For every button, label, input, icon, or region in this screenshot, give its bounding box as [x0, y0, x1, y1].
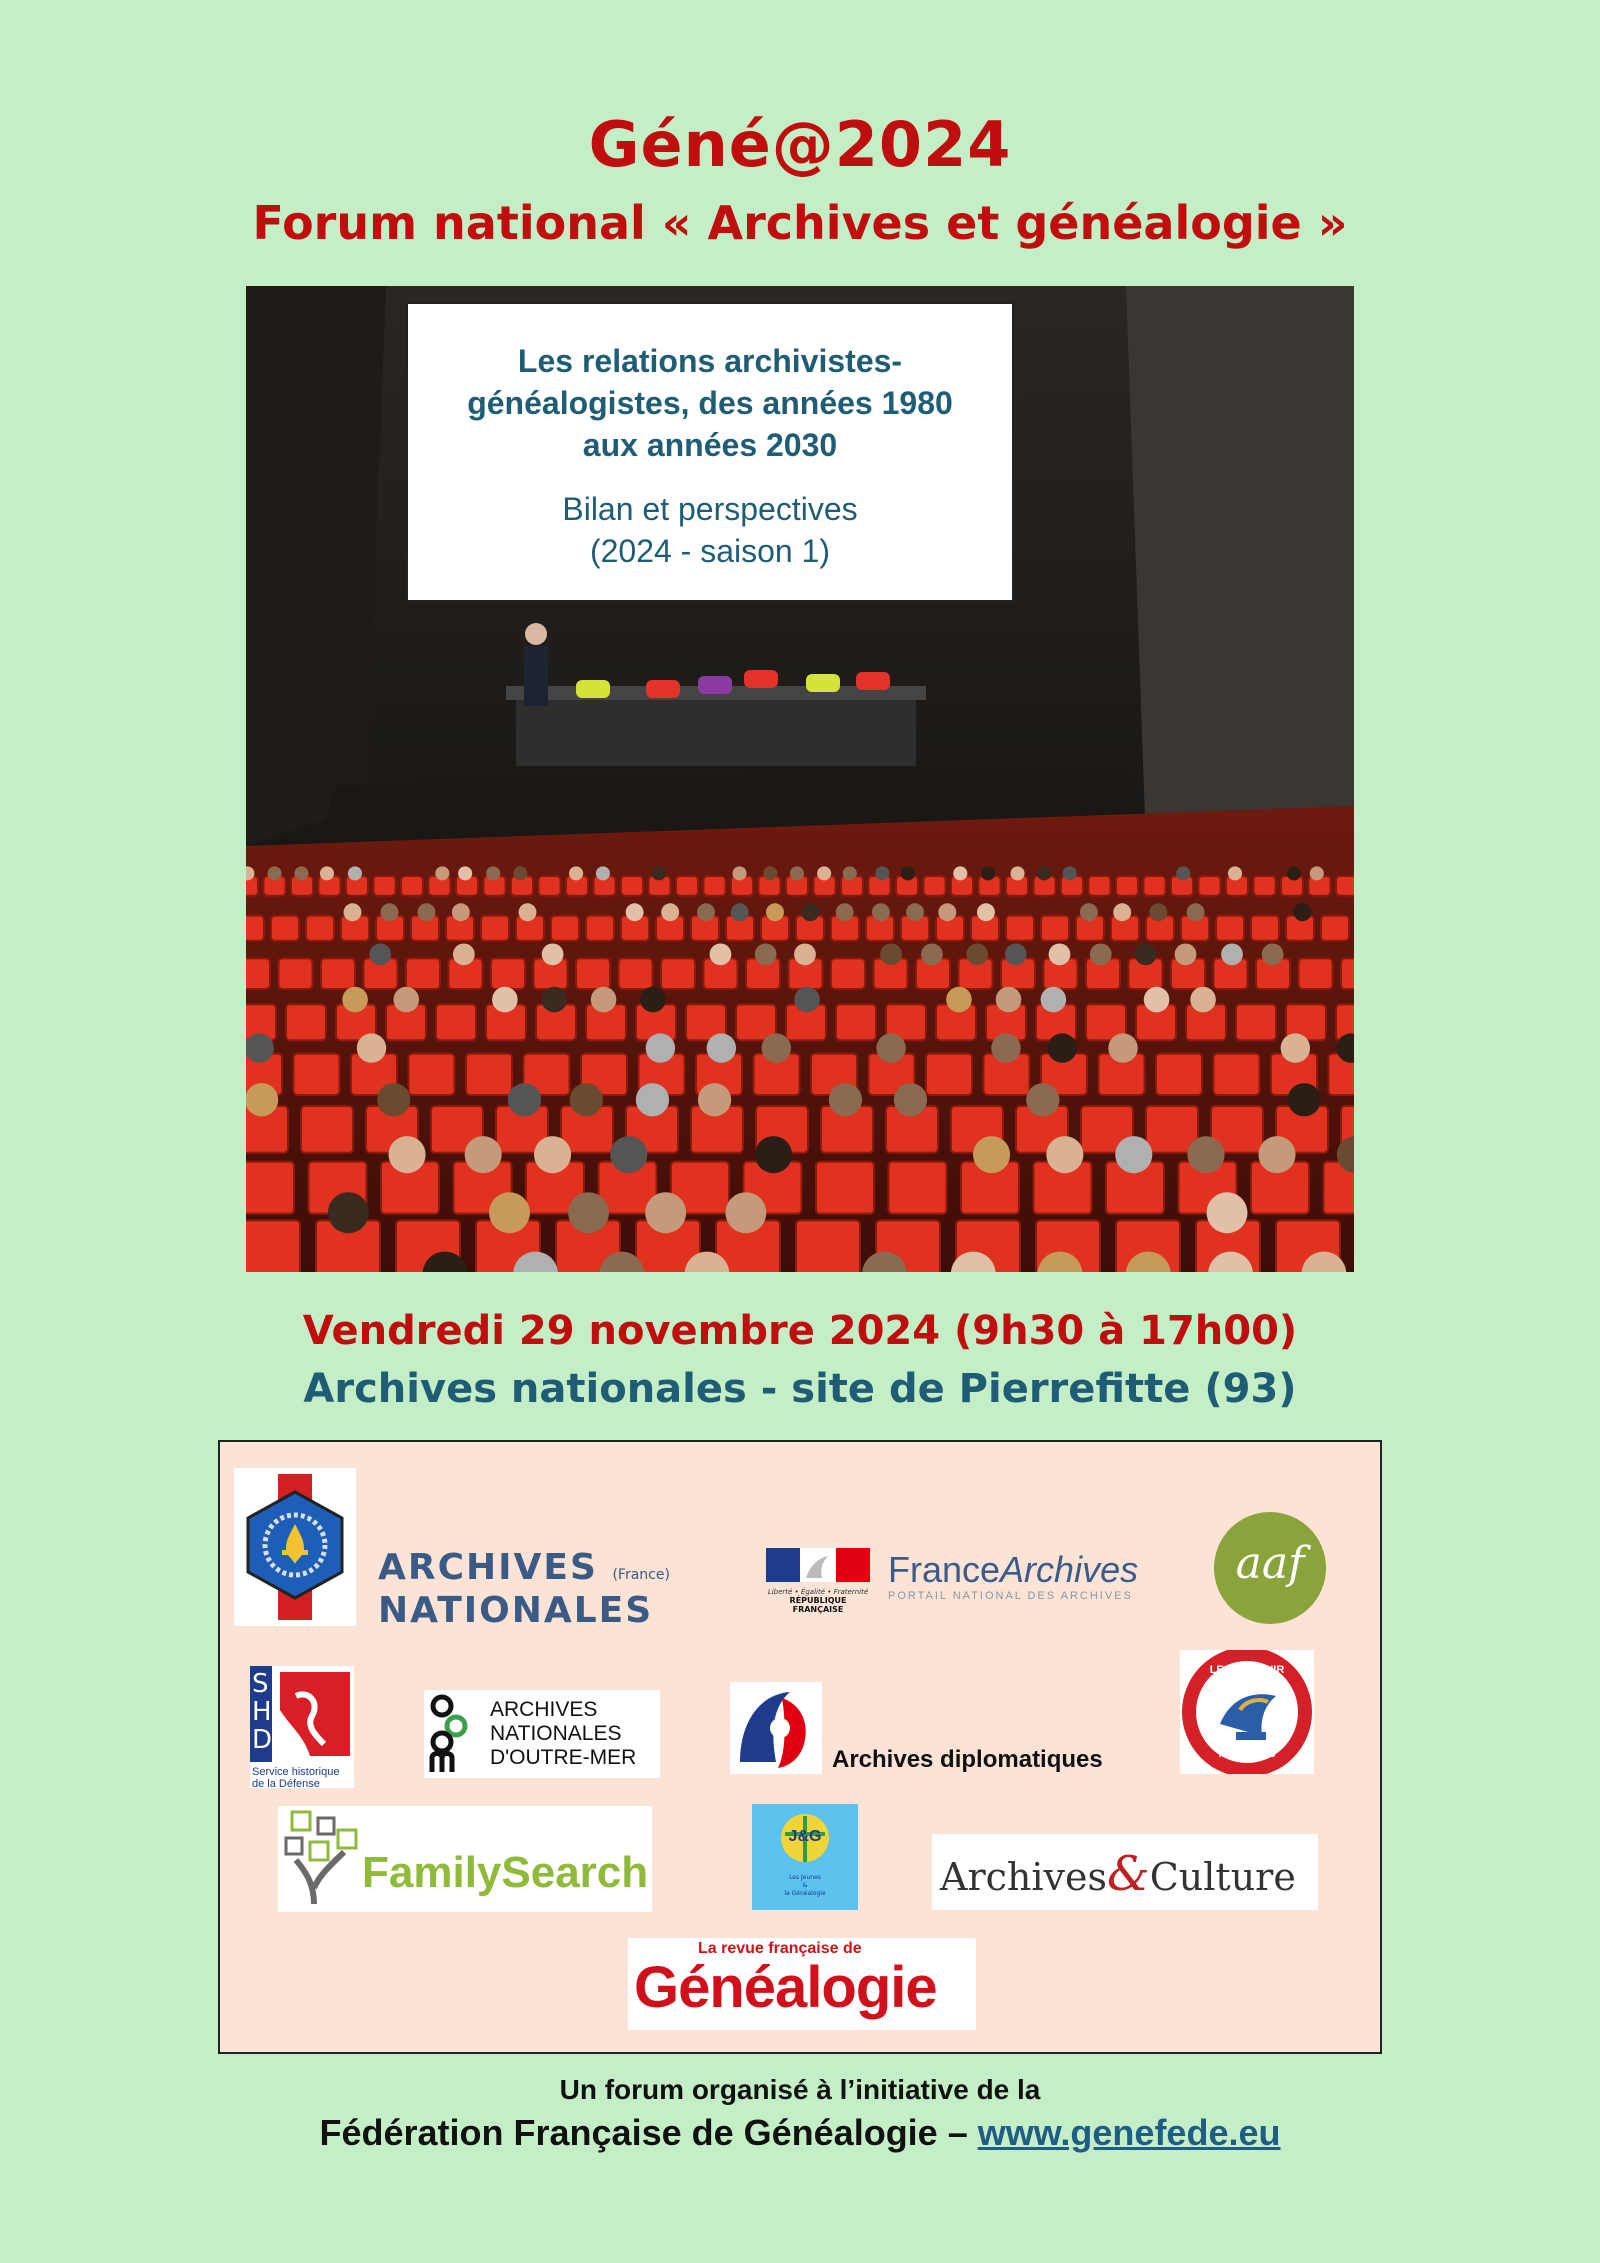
- familysearch-logo: [278, 1806, 652, 1912]
- aaf-text: aaf: [1235, 1538, 1305, 1589]
- audience-member: [725, 1192, 766, 1233]
- audience-member: [1041, 987, 1067, 1013]
- audience-member: [328, 1192, 369, 1233]
- audience-member: [640, 987, 666, 1013]
- audience-member: [1005, 943, 1027, 965]
- audience-member: [1228, 866, 1242, 880]
- seat: [1006, 916, 1034, 941]
- seat: [1214, 1054, 1260, 1095]
- audience-member: [267, 866, 281, 880]
- audience-member: [1175, 943, 1197, 965]
- an-line1: ARCHIVES: [378, 1550, 598, 1588]
- audience-member: [357, 1033, 386, 1062]
- seat: [246, 916, 264, 941]
- genefede-link[interactable]: www.genefede.eu: [977, 2112, 1281, 2153]
- audience-member: [762, 1033, 791, 1062]
- seat: [816, 1162, 874, 1214]
- seat: [246, 958, 270, 989]
- audience-member: [645, 1192, 686, 1233]
- seat: [306, 916, 334, 941]
- revue-genealogie-logo: [628, 1938, 976, 2030]
- audience-member: [1080, 903, 1098, 921]
- audience-member: [1135, 943, 1157, 965]
- seat: [926, 1054, 972, 1095]
- footer-organizer-name: Fédération Française de Généalogie –: [319, 2112, 968, 2153]
- seat: [1089, 876, 1111, 896]
- audience-member: [880, 943, 902, 965]
- audience-member: [369, 943, 391, 965]
- audience-member: [542, 943, 564, 965]
- ffg-logo: [234, 1468, 356, 1626]
- speaker-figure: [524, 646, 548, 706]
- audience-member: [1187, 903, 1205, 921]
- audience-member: [733, 866, 747, 880]
- audience-member: [1176, 866, 1190, 880]
- audience-member: [591, 987, 617, 1013]
- topic-sub-line: Bilan et perspectives: [562, 491, 858, 527]
- audience-member: [569, 866, 583, 880]
- audience-member: [508, 1083, 541, 1116]
- seat: [406, 958, 440, 989]
- audience-member: [707, 1033, 736, 1062]
- an-line2: NATIONALES: [378, 1590, 654, 1630]
- footer-organizer: [0, 2112, 1600, 2154]
- familysearch-name: FamilySearch: [362, 1848, 649, 1897]
- jeunes-line2: &: [802, 1882, 808, 1889]
- audience-member: [626, 903, 644, 921]
- souvenir-francais-logo: [1180, 1650, 1314, 1774]
- audience-member: [646, 1033, 675, 1062]
- audience-member: [710, 943, 732, 965]
- audience-member: [458, 866, 472, 880]
- seat: [286, 1004, 326, 1040]
- jeunes-genealogie-logo: [752, 1804, 858, 1910]
- audience-member: [817, 866, 831, 880]
- souvenir-bottom: FRANÇAIS: [1218, 1748, 1276, 1760]
- audience-member: [801, 903, 819, 921]
- audience-member: [906, 903, 924, 921]
- seat: [1156, 1054, 1202, 1095]
- audience-member: [1026, 1083, 1059, 1116]
- souvenir-top: LE SOUVENIR: [1209, 1664, 1285, 1676]
- seat: [889, 1162, 947, 1214]
- ac-part2: Culture: [1149, 1855, 1296, 1899]
- seat: [539, 876, 561, 896]
- page-subtitle: Forum national « Archives et généalogie »: [252, 196, 1348, 250]
- audience-member: [1190, 987, 1216, 1013]
- seat: [374, 876, 396, 896]
- audience-member: [1049, 943, 1071, 965]
- seat: [924, 876, 946, 896]
- archives-culture-logo: [932, 1834, 1318, 1910]
- seat: [294, 1054, 340, 1095]
- audience-member: [570, 1083, 603, 1116]
- audience-member: [246, 1083, 278, 1116]
- shd-line2: de la Défense: [252, 1778, 320, 1788]
- seat: [551, 916, 579, 941]
- audience-member: [519, 903, 537, 921]
- seat: [1251, 916, 1279, 941]
- audience-member: [534, 1136, 571, 1173]
- seat: [1041, 916, 1069, 941]
- seat: [1336, 876, 1354, 896]
- audience-member: [843, 866, 857, 880]
- audience-member: [1221, 943, 1243, 965]
- audience-member: [393, 987, 419, 1013]
- seat: [301, 1106, 353, 1153]
- topic-sub-line: (2024 - saison 1): [589, 533, 831, 569]
- audience-member: [1115, 1136, 1152, 1173]
- ac-part1: Archives: [940, 1855, 1107, 1899]
- audience-member: [875, 866, 889, 880]
- seat: [831, 958, 865, 989]
- audience-member: [486, 866, 500, 880]
- topic-heading: [408, 340, 1012, 466]
- seat: [401, 876, 423, 896]
- audience-member: [794, 943, 816, 965]
- audience-member: [1144, 987, 1170, 1013]
- seat: [1216, 916, 1244, 941]
- audience-member: [872, 903, 890, 921]
- audience-member: [1293, 903, 1311, 921]
- audience-member: [294, 866, 308, 880]
- seat: [1341, 958, 1354, 989]
- audience-member: [492, 987, 518, 1013]
- diplomatie-marianne: [730, 1682, 822, 1774]
- audience-member: [697, 903, 715, 921]
- audience-member: [763, 866, 777, 880]
- audience-member: [652, 866, 666, 880]
- audience-member: [731, 903, 749, 921]
- audience-member: [435, 866, 449, 880]
- event-date: Vendredi 29 novembre 2024 (9h30 à 17h00): [302, 1308, 1298, 1354]
- fa-name-a: France: [888, 1550, 1001, 1590]
- seat: [279, 958, 313, 989]
- audience-member: [1063, 866, 1077, 880]
- audience-member: [829, 1083, 862, 1116]
- rf-motto: Liberté • Égalité • Fraternité: [767, 1588, 869, 1596]
- audience-member: [344, 903, 362, 921]
- france-archives-logo: [888, 1550, 1178, 1610]
- seat: [271, 916, 299, 941]
- audience-member: [1288, 1083, 1321, 1116]
- archives-nationales-logo: [378, 1550, 738, 1630]
- audience-member: [921, 943, 943, 965]
- seat: [586, 916, 614, 941]
- audience-member: [541, 987, 567, 1013]
- audience-member: [1207, 1192, 1248, 1233]
- seat: [466, 1054, 512, 1095]
- footer-organizer-intro: Un forum organisé à l’initiative de la: [559, 2074, 1041, 2105]
- audience-member: [465, 1136, 502, 1173]
- audience-member: [513, 866, 527, 880]
- jeunes-letters: J&G: [788, 1828, 822, 1845]
- seat: [491, 958, 525, 989]
- audience-member: [938, 903, 956, 921]
- audience-member: [452, 903, 470, 921]
- archives-diplomatiques-logo: [730, 1682, 1150, 1782]
- audience-member: [1046, 1136, 1083, 1173]
- audience-member: [417, 903, 435, 921]
- audience-member: [996, 987, 1022, 1013]
- fa-name-b: Archives: [1000, 1550, 1139, 1590]
- anom-logo: [424, 1690, 660, 1778]
- seat: [661, 958, 695, 989]
- republique-francaise-logo: [766, 1548, 870, 1618]
- seat: [246, 1162, 294, 1214]
- topic-subheading: [408, 488, 1012, 572]
- audience-member: [320, 866, 334, 880]
- jeunes-line1: Les Jeunes: [789, 1874, 821, 1881]
- audience-member: [698, 1083, 731, 1116]
- seat: [621, 876, 643, 896]
- audience-member: [794, 987, 820, 1013]
- topic-heading-line: aux années 2030: [582, 427, 838, 463]
- audience-member: [836, 903, 854, 921]
- audience-member: [610, 1136, 647, 1173]
- seat: [1199, 876, 1221, 896]
- audience-member: [755, 1136, 792, 1173]
- audience-member: [389, 1136, 426, 1173]
- revue-big: Généalogie: [634, 1955, 937, 2020]
- audience-member: [568, 1192, 609, 1233]
- anom-line1: ARCHIVES: [490, 1698, 598, 1721]
- seat: [619, 958, 653, 989]
- audience-member: [790, 866, 804, 880]
- seat: [1116, 876, 1138, 896]
- topic-box: [406, 302, 1014, 602]
- audience-member: [636, 1083, 669, 1116]
- audience-member: [348, 866, 362, 880]
- audience-member: [876, 1033, 905, 1062]
- rf-name: RÉPUBLIQUE FRANÇAISE: [789, 1596, 847, 1614]
- jeunes-line3: la Généalogie: [784, 1890, 826, 1897]
- seat: [1144, 876, 1166, 896]
- shd-line1: Service historique: [252, 1766, 340, 1778]
- audience-member: [381, 903, 399, 921]
- seat: [1321, 916, 1349, 941]
- audience-member: [766, 903, 784, 921]
- audience-member: [1113, 903, 1131, 921]
- page-title: Géné@2024: [588, 108, 1012, 181]
- seat: [481, 916, 509, 941]
- seat: [1254, 876, 1276, 896]
- audience-member: [991, 1033, 1020, 1062]
- anom-line3: D'OUTRE-MER: [490, 1746, 637, 1769]
- marianne-flag-icon: [766, 1548, 870, 1582]
- seat: [1299, 958, 1333, 989]
- auditorium-photo: [246, 286, 1354, 1272]
- family-tree-icon: [284, 1808, 364, 1908]
- audience-member: [489, 1192, 530, 1233]
- topic-heading-line: généalogistes, des années 1980: [467, 385, 953, 421]
- aaf-logo: [1210, 1508, 1330, 1628]
- audience-member: [901, 866, 915, 880]
- audience-member: [377, 1083, 410, 1116]
- audience-member: [1287, 866, 1301, 880]
- shd-logo: [250, 1666, 354, 1788]
- seat: [1236, 1004, 1276, 1040]
- audience-member: [1310, 866, 1324, 880]
- seat: [704, 876, 726, 896]
- seat: [836, 1004, 876, 1040]
- seat: [576, 958, 610, 989]
- audience-member: [973, 1136, 1010, 1173]
- anom-monogram-icon: [428, 1694, 478, 1774]
- ac-amp: &: [1106, 1846, 1150, 1902]
- seat: [409, 1054, 455, 1095]
- audience-member: [1047, 1033, 1076, 1062]
- audience-member: [661, 903, 679, 921]
- shd-letters: SHD: [252, 1669, 273, 1755]
- seat: [321, 958, 355, 989]
- audience-member: [1149, 903, 1167, 921]
- audience-member: [342, 987, 368, 1013]
- seat: [676, 876, 698, 896]
- audience-member: [1090, 943, 1112, 965]
- audience-member: [755, 943, 777, 965]
- audience-member: [1258, 1136, 1295, 1173]
- ffg-crest-icon: [234, 1468, 356, 1626]
- audience-member: [953, 866, 967, 880]
- audience-seats: [246, 876, 1354, 1272]
- partners-box: [218, 1440, 1382, 2054]
- fa-tagline: PORTAIL NATIONAL DES ARCHIVES: [888, 1590, 1133, 1602]
- audience-member: [966, 943, 988, 965]
- seat: [436, 1004, 476, 1040]
- audience-member: [596, 866, 610, 880]
- event-place: Archives nationales - site de Pierrefitte (93): [303, 1366, 1297, 1412]
- seat: [796, 1220, 860, 1272]
- seat: [246, 1220, 300, 1272]
- marianne-profile-icon: [730, 1682, 822, 1774]
- an-country: (France): [612, 1567, 670, 1583]
- audience-member: [946, 987, 972, 1013]
- revue-small: La revue française de: [698, 1940, 862, 1957]
- audience-member: [1037, 866, 1051, 880]
- diplomatie-label: Archives diplomatiques: [832, 1746, 1103, 1773]
- audience-member: [453, 943, 475, 965]
- audience-member: [981, 866, 995, 880]
- audience-member: [1281, 1033, 1310, 1062]
- anom-line2: NATIONALES: [490, 1722, 622, 1745]
- audience-member: [1262, 943, 1284, 965]
- audience-member: [894, 1083, 927, 1116]
- topic-heading-line: Les relations archivistes-: [517, 343, 903, 379]
- audience-member: [1108, 1033, 1137, 1062]
- audience-member: [1187, 1136, 1224, 1173]
- audience-member: [977, 903, 995, 921]
- audience-member: [1010, 866, 1024, 880]
